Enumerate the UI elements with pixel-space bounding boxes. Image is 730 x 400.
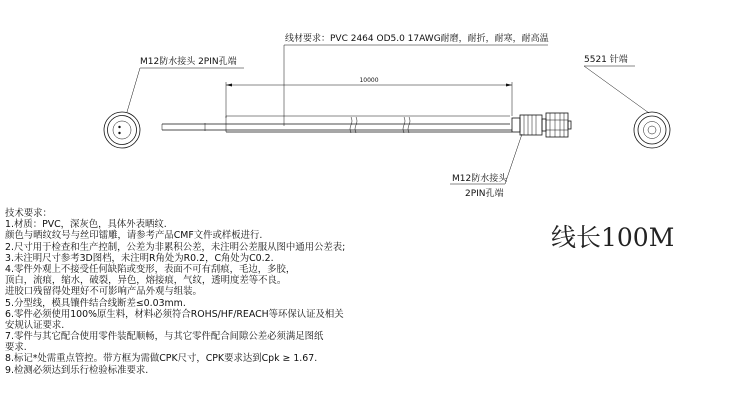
wire-spec-label: 线材要求：PVC 2464 OD5.0 17AWG耐磨，耐折，耐寒，耐高温: [285, 34, 549, 44]
note-line: 1.材质：PVC，深灰色，具体外表晒纹.: [5, 219, 167, 231]
connector-callout-line2: 2PIN孔端: [465, 189, 504, 199]
left-connector-end-view: [104, 112, 140, 148]
note-line: 3.未注明尺寸参考3D图档，未注明R角处为R0.2，C角处为C0.2.: [5, 252, 274, 264]
notes-title: 技术要求：: [5, 208, 52, 219]
cable-body: [162, 116, 512, 133]
note-line: 7.零件与其它配合使用零件装配顺畅，与其它零件配合间隙公差必须满足图纸: [5, 331, 324, 343]
connector-callout-line1: M12防水接头: [452, 174, 508, 184]
note-line: 2.尺寸用于检查和生产控制，公差为非累积公差，未注明公差服从图中通用公差表;: [5, 241, 346, 253]
note-line: 安规认证要求.: [5, 319, 65, 331]
note-line: 9.检测必须达到乐行检验标准要求.: [5, 364, 149, 376]
technical-requirements: [5, 208, 525, 376]
length-dim-value: 10000: [359, 77, 379, 84]
cable-length-label: 线长100M: [551, 223, 675, 252]
left-connector-label: M12防水接头 2PIN孔端: [140, 57, 237, 67]
note-line: 颜色与晒纹纹号与丝印镭雕，请参考产品CMF文件或样板进行.: [5, 230, 263, 242]
note-line: 顶白，流痕，缩水，破裂，异色，熔接痕，气纹，透明度差等不良。: [5, 275, 287, 287]
right-connector-leader: [584, 66, 649, 113]
right-connector-label: 5521 针端: [584, 55, 628, 65]
m12-connector-side-view: [512, 113, 571, 137]
note-line: 要求.: [5, 342, 27, 354]
note-line: 8.标记*处需重点管控。带方框为需做CPK尺寸，CPK要求达到Cpk ≥ 1.67.: [5, 353, 318, 365]
left-connector-leader: [127, 68, 140, 112]
note-line: 6.零件必须使用100%原生料，材料必须符合ROHS/HF/REACH等环保认证及相关: [5, 308, 344, 320]
length-dimension: [226, 77, 512, 118]
connector-callout-leader: [505, 134, 522, 184]
note-line: 进胶口残留得处理好不可影响产品外观与组装。: [5, 286, 202, 298]
note-line: 4.零件外观上不接受任何缺陷或变形，表面不可有刮痕，毛边，多胶，: [5, 263, 296, 275]
right-connector-end-view: [634, 112, 670, 148]
note-line: 5.分型线，模具镶件结合线断差≤0.03mm.: [5, 297, 186, 309]
